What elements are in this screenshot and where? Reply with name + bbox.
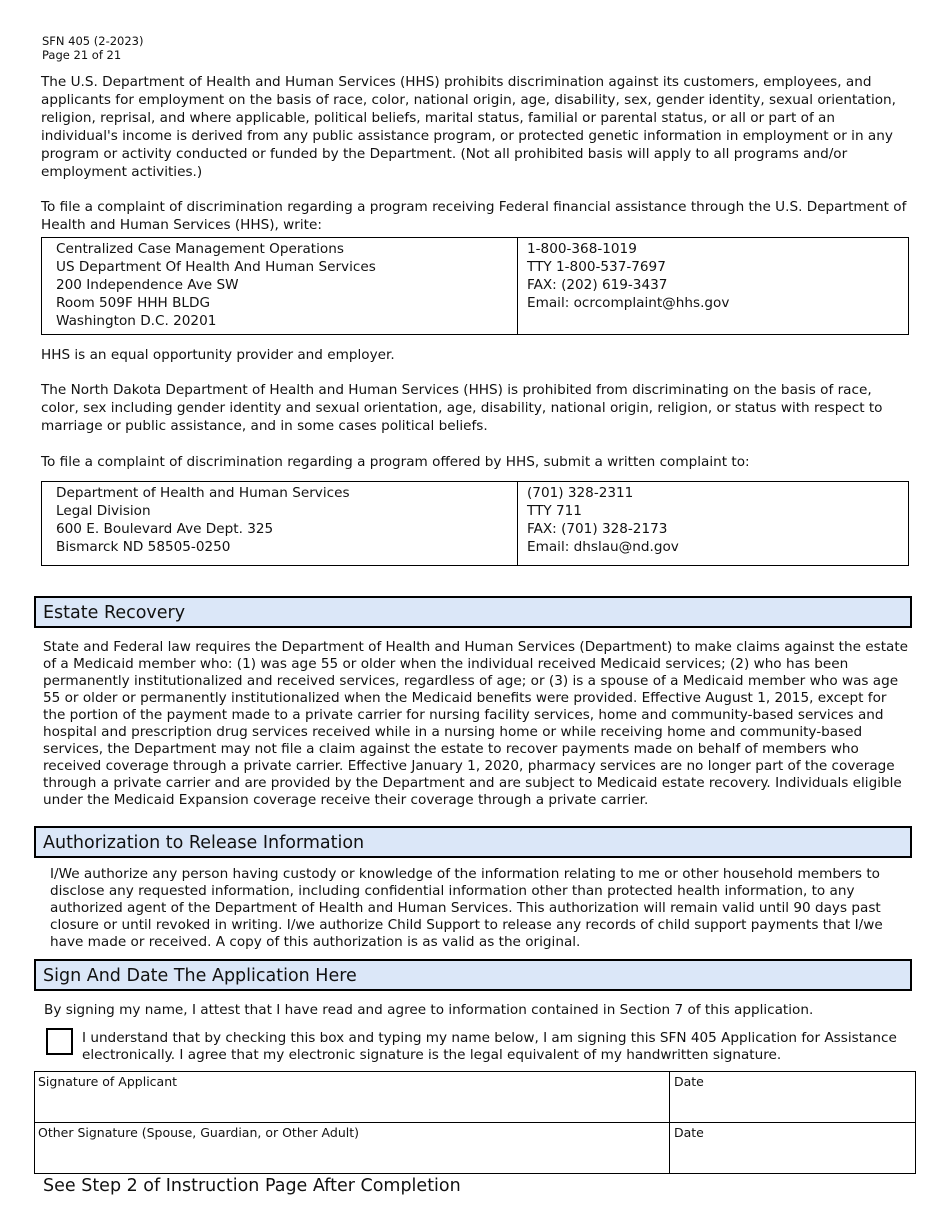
- address-line: Centralized Case Management Operations: [56, 241, 344, 257]
- contact-line: (701) 328-2311: [527, 485, 634, 501]
- contact-line: Email: dhslau@nd.gov: [527, 539, 679, 555]
- nd-complaint-address-table: [41, 481, 909, 566]
- nd-nondiscrimination-paragraph: The North Dakota Department of Health and Human Services (HHS) is prohibited from discriminating on the basis of race, color, sex including gender identity and sexual orientation, age, disability, national origin, religion, or status with respect to marriage or public assistance, and in some cases political beliefs.: [41, 382, 883, 434]
- contact-line: FAX: (202) 619-3437: [527, 277, 668, 293]
- address-line: US Department Of Health And Human Services: [56, 259, 376, 275]
- attestation-text: By signing my name, I attest that I have read and agree to information contained in Section 7 of this application.: [44, 1002, 814, 1018]
- federal-address-cell: [42, 238, 518, 335]
- address-line: Department of Health and Human Services: [56, 485, 350, 501]
- authorization-text: I/We authorize any person having custody or knowledge of the information relating to me or other household members to disclose any requested information, including confidential information other than protected health information, to any authorized agent of the Department of Health and Human Services. This authorization will remain valid until 90 days past closure or until revoked in writing. I/we authorize Child Support to release any records of child support payments that I/we have made or received. A copy of this authorization is as valid as the original.: [50, 866, 883, 950]
- address-line: 200 Independence Ave SW: [56, 277, 239, 293]
- nd-contact-cell: [518, 482, 909, 566]
- estate-recovery-text: State and Federal law requires the Department of Health and Human Services (Department) to make claims against the estate of a Medicaid member who: (1) was age 55 or older when the individual received Medicaid services; (2) who has been permanently institutionalized and received services, regardless of age; or (3) is a spouse of a Medicaid member who was age 55 or older or permanently institutionalized when the Medicaid benefits were provided. Effective August 1, 2015, except for the portion of the payment made to a private carrier for nursing facility services, home and community-based services and hospital and prescription drug services received while in a nursing home or while receiving home and community-based services, the Department may not file a claim against the estate to recover payments made on behalf of members who received coverage through a private carrier. Effective January 1, 2020, pharmacy services are no longer part of the coverage through a private carrier and are provided by the Department and are subject to Medicaid estate recovery. Individuals eligible under the Medicaid Expansion coverage receive their coverage through a private carrier.: [43, 639, 909, 808]
- federal-complaint-intro: To file a complaint of discrimination regarding a program receiving Federal financial assistance through the U.S. Department of Health and Human Services (HHS), write:: [41, 199, 907, 233]
- esign-checkbox[interactable]: [46, 1028, 73, 1055]
- form-id: SFN 405 (2-2023): [42, 34, 144, 48]
- contact-line: Email: ocrcomplaint@hhs.gov: [527, 295, 730, 311]
- address-line: Bismarck ND 58505-0250: [56, 539, 231, 555]
- federal-complaint-address-table: [41, 237, 909, 335]
- address-line: Washington D.C. 20201: [56, 313, 217, 329]
- estate-recovery-heading: Estate Recovery: [34, 596, 912, 628]
- applicant-date-label: Date: [674, 1074, 704, 1089]
- nd-address-cell: [42, 482, 518, 566]
- other-signature-cell: [35, 1123, 670, 1174]
- contact-line: 1-800-368-1019: [527, 241, 637, 257]
- applicant-signature-label: Signature of Applicant: [38, 1074, 178, 1089]
- address-line: Room 509F HHH BLDG: [56, 295, 211, 311]
- applicant-date-field[interactable]: [674, 1090, 912, 1118]
- esign-text: I understand that by checking this box and typing my name below, I am signing this SFN 405 Application for Assistance electronically. I agree that my electronic signature is the legal equivalent of my handwritten signature.: [82, 1030, 897, 1063]
- sign-heading: Sign And Date The Application Here: [34, 959, 912, 991]
- other-date-label: Date: [674, 1125, 704, 1140]
- other-signature-label: Other Signature (Spouse, Guardian, or Other Adult): [38, 1125, 359, 1140]
- contact-line: FAX: (701) 328-2173: [527, 521, 668, 537]
- form-header: [42, 34, 143, 62]
- next-step-instruction: See Step 2 of Instruction Page After Completion: [43, 1176, 461, 1196]
- contact-line: TTY 1-800-537-7697: [527, 259, 666, 275]
- equal-opportunity-statement: HHS is an equal opportunity provider and employer.: [41, 347, 395, 363]
- applicant-date-cell: [670, 1072, 916, 1123]
- other-date-cell: [670, 1123, 916, 1174]
- authorization-heading: Authorization to Release Information: [34, 826, 912, 858]
- address-line: 600 E. Boulevard Ave Dept. 325: [56, 521, 274, 537]
- other-signature-field[interactable]: [38, 1141, 666, 1169]
- hhs-nondiscrimination-paragraph: The U.S. Department of Health and Human Services (HHS) prohibits discrimination against its customers, employees, and applicants for employment on the basis of race, color, national origin, age, disability, sex, gender identity, sexual orientation, religion, reprisal, and where applicable, political beliefs, marital status, familial or parental status, or all or part of an individual's income is derived from any public assistance program, or protected genetic information in employment or in any program or activity conducted or funded by the Department. (Not all prohibited basis will apply to all programs and/or employment activities.): [41, 74, 896, 180]
- other-date-field[interactable]: [674, 1141, 912, 1169]
- page-number: Page 21 of 21: [42, 48, 122, 62]
- address-line: Legal Division: [56, 503, 151, 519]
- applicant-signature-cell: [35, 1072, 670, 1123]
- nd-complaint-intro: To file a complaint of discrimination regarding a program offered by HHS, submit a written complaint to:: [41, 454, 750, 470]
- applicant-signature-field[interactable]: [38, 1090, 666, 1118]
- signature-table: [34, 1071, 916, 1174]
- contact-line: TTY 711: [527, 503, 582, 519]
- federal-contact-cell: [518, 238, 909, 335]
